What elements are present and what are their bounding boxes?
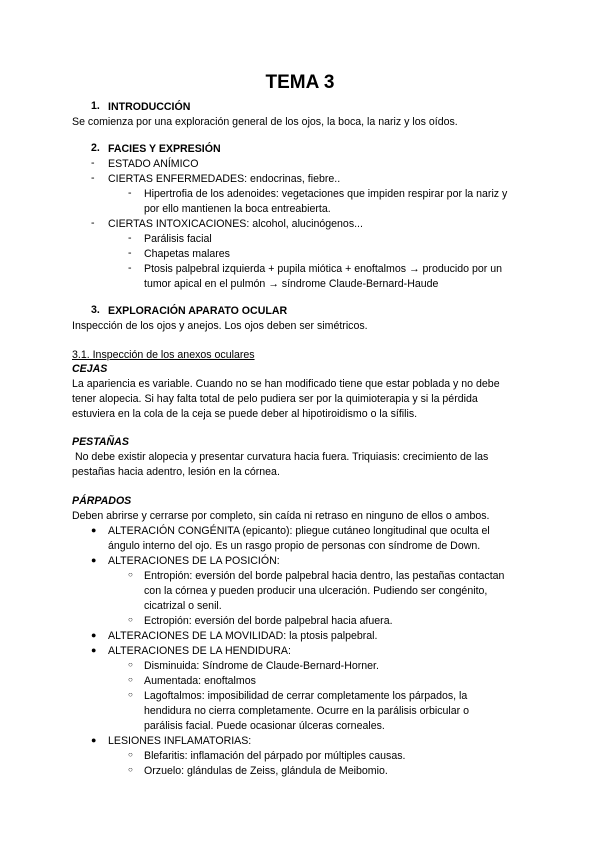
circle-bullet-icon: ○ xyxy=(128,660,133,669)
dash-bullet-icon: - xyxy=(128,232,132,244)
sub-bullet-item-continuation: parálisis facial. Puede ocasionar úlceras corneales. xyxy=(144,720,385,732)
dash-bullet-icon: - xyxy=(91,172,95,184)
section-heading-facies: FACIES Y EXPRESIÓN xyxy=(108,143,221,155)
sub-bullet-item: Aumentada: enoftalmos xyxy=(144,675,256,687)
pestanas-title: PESTAÑAS xyxy=(72,436,129,448)
parpados-title: PÁRPADOS xyxy=(72,495,132,507)
dash-bullet-icon: - xyxy=(91,217,95,229)
bullet-item: ALTERACIONES DE LA HENDIDURA: xyxy=(108,645,291,657)
paragraph-line: tener alopecia. Si hay falta total de pelo pudiera ser por la quimioterapia y si la pérdida xyxy=(72,393,478,405)
bullet-icon: ● xyxy=(91,630,97,640)
sub-bullet-item: Lagoftalmos: imposibilidad de cerrar completamente los párpados, la xyxy=(144,690,468,702)
bullet-item: ALTERACIONES DE LA MOVILIDAD: la ptosis palpebral. xyxy=(108,630,378,642)
bullet-item: ALTERACIÓN CONGÉNITA (epicanto): pliegue cutáneo longitudinal que oculta el xyxy=(108,525,490,537)
sub-list-item: Ptosis palpebral izquierda + pupila miótica + enoftalmos → producido por un xyxy=(144,263,503,275)
circle-bullet-icon: ○ xyxy=(128,690,133,699)
circle-bullet-icon: ○ xyxy=(128,570,133,579)
paragraph-line: pestañas hacia adentro, lesión en la córnea. xyxy=(72,466,280,478)
bullet-item: ALTERACIONES DE LA POSICIÓN: xyxy=(108,555,280,567)
sub-bullet-item: Blefaritis: inflamación del párpado por múltiples causas. xyxy=(144,750,406,762)
bullet-item: LESIONES INFLAMATORIAS: xyxy=(108,735,252,747)
dash-bullet-icon: - xyxy=(128,187,132,199)
paragraph-line: Deben abrirse y cerrarse por completo, sin caída ni retraso en ninguno de ellos o ambos. xyxy=(72,510,490,522)
subsection-heading: 3.1. Inspección de los anexos oculares xyxy=(72,349,255,361)
circle-bullet-icon: ○ xyxy=(128,675,133,684)
sub-list-item-continuation: por ello mantienen la boca entreabierta. xyxy=(144,203,331,215)
sub-list-item: Parálisis facial xyxy=(144,233,212,245)
circle-bullet-icon: ○ xyxy=(128,750,133,759)
paragraph: Inspección de los ojos y anejos. Los ojos deben ser simétricos. xyxy=(72,320,368,332)
section-number: 2. xyxy=(91,142,100,154)
section-heading-introduccion: INTRODUCCIÓN xyxy=(108,101,191,113)
sub-list-item-continuation: tumor apical en el pulmón → síndrome Claude-Bernard-Haude xyxy=(144,278,439,290)
sub-bullet-item: Orzuelo: glándulas de Zeiss, glándula de Meibomio. xyxy=(144,765,388,777)
sub-bullet-item: Disminuida: Síndrome de Claude-Bernard-Horner. xyxy=(144,660,379,672)
paragraph-line: estuviera en la cola de la ceja se puede deber al hipotiroidismo o la sífilis. xyxy=(72,408,418,420)
sub-list-item: Hipertrofia de los adenoides: vegetaciones que impiden respirar por la nariz y xyxy=(144,188,508,200)
bullet-icon: ● xyxy=(91,645,97,655)
paragraph: Se comienza por una exploración general de los ojos, la boca, la nariz y los oídos. xyxy=(72,116,458,128)
sub-bullet-item: Entropión: eversión del borde palpebral hacia dentro, las pestañas contactan xyxy=(144,570,505,582)
bullet-icon: ● xyxy=(91,735,97,745)
sub-bullet-item-continuation: con la córnea y pueden producir una ulceración. Pudiendo ser congénito, xyxy=(144,585,488,597)
list-item: CIERTAS INTOXICACIONES: alcohol, alucinógenos... xyxy=(108,218,363,230)
circle-bullet-icon: ○ xyxy=(128,615,133,624)
dash-bullet-icon: - xyxy=(128,247,132,259)
cejas-title: CEJAS xyxy=(72,363,108,375)
paragraph-line: No debe existir alopecia y presentar curvatura hacia fuera. Triquiasis: crecimiento de las xyxy=(72,451,489,463)
sub-bullet-item: Ectropión: eversión del borde palpebral hacia afuera. xyxy=(144,615,393,627)
sub-bullet-item-continuation: cicatrizal o senil. xyxy=(144,600,222,612)
paragraph-line: La apariencia es variable. Cuando no se han modificado tiene que estar poblada y no debe xyxy=(72,378,500,390)
list-item: CIERTAS ENFERMEDADES: endocrinas, fiebre.. xyxy=(108,173,341,185)
page-title: TEMA 3 xyxy=(265,72,335,93)
section-heading-exploracion: EXPLORACIÓN APARATO OCULAR xyxy=(108,305,288,317)
circle-bullet-icon: ○ xyxy=(128,765,133,774)
sub-list-item: Chapetas malares xyxy=(144,248,230,260)
dash-bullet-icon: - xyxy=(128,262,132,274)
list-item: ESTADO ANÍMICO xyxy=(108,158,199,170)
bullet-icon: ● xyxy=(91,555,97,565)
dash-bullet-icon: - xyxy=(91,157,95,169)
section-number: 1. xyxy=(91,100,100,112)
section-number: 3. xyxy=(91,304,100,316)
bullet-icon: ● xyxy=(91,525,97,535)
sub-bullet-item-continuation: hendidura no cierra completamente. Ocurre en la parálisis orbicular o xyxy=(144,705,470,717)
bullet-item-continuation: ángulo interno del ojo. Es un rasgo propio de personas con síndrome de Down. xyxy=(108,540,481,552)
